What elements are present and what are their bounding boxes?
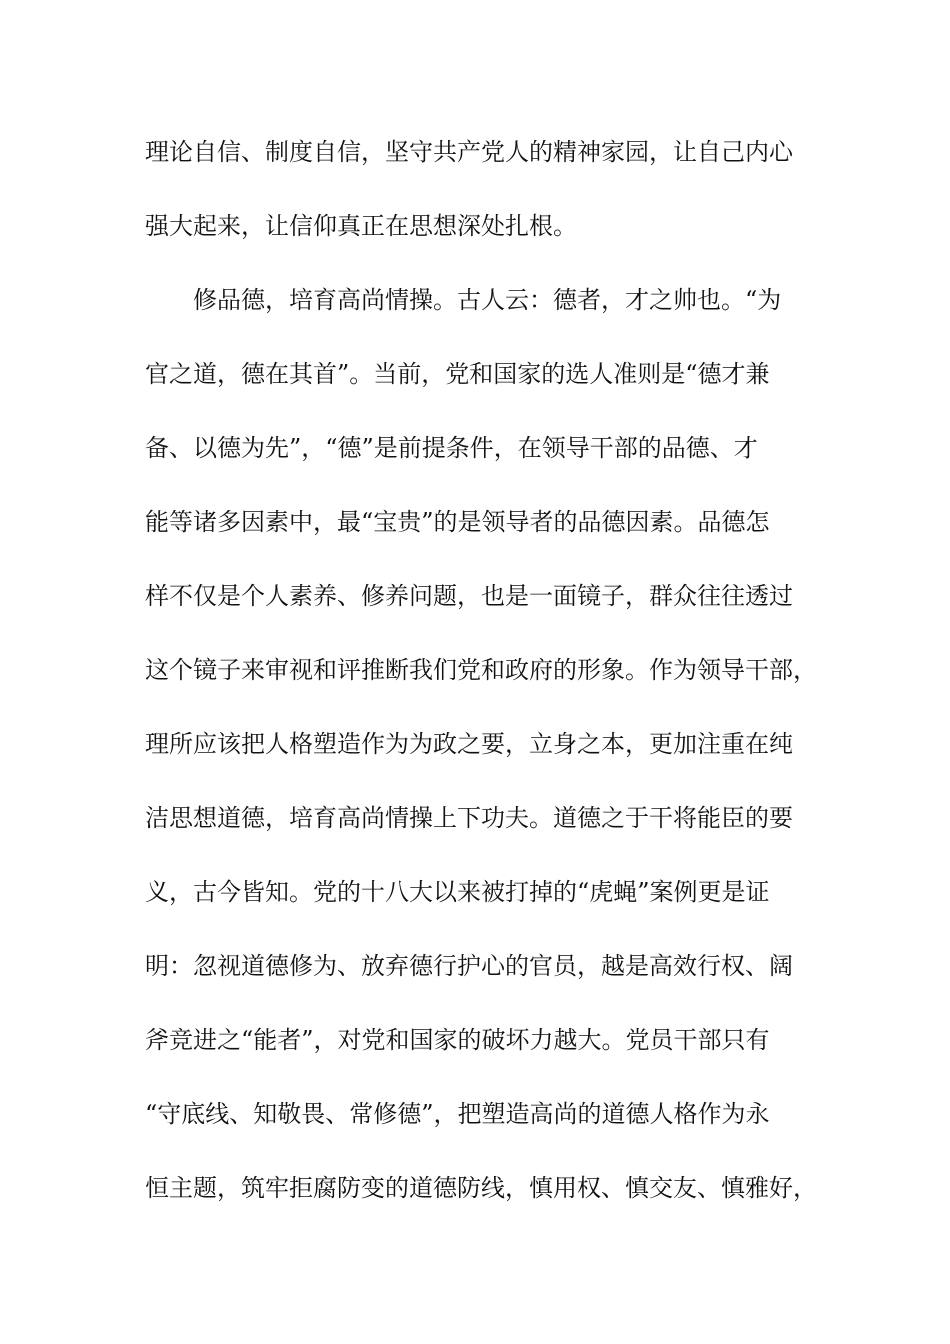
- text-line: 备、以德为先”，“德”是前提条件，在领导干部的品德、才: [145, 434, 758, 462]
- text-line: 洁思想道德，培育高尚情操上下功夫。道德之于干将能臣的要: [145, 804, 793, 832]
- text-line: “守底线、知敬畏、常修德”，把塑造高尚的道德人格作为永: [145, 1100, 770, 1128]
- text-line: 义，古今皆知。党的十八大以来被打掉的“虎蝇”案例更是证: [145, 878, 770, 906]
- text-line: 理论自信、制度自信，坚守共产党人的精神家园，让自己内心: [145, 138, 793, 166]
- text-line: 斧竞进之“能者”，对党和国家的破坏力越大。党员干部只有: [145, 1026, 770, 1054]
- text-line: 明：忽视道德修为、放弃德行护心的官员，越是高效行权、阔: [145, 952, 793, 980]
- text-line: 修品德，培育高尚情操。古人云：德者，才之帅也。“为: [145, 286, 782, 314]
- text-line: 强大起来，让信仰真正在思想深处扎根。: [145, 212, 577, 240]
- text-line: 能等诸多因素中，最“宝贵”的是领导者的品德因素。品德怎: [145, 508, 770, 536]
- text-line: 这个镜子来审视和评推断我们党和政府的形象。作为领导干部，: [145, 656, 817, 684]
- text-line: 官之道，德在其首”。当前，党和国家的选人准则是“德才兼: [145, 360, 770, 388]
- body-text: [145, 128, 825, 1238]
- text-line: 样不仅是个人素养、修养问题，也是一面镜子，群众往往透过: [145, 582, 793, 610]
- text-line: 恒主题，筑牢拒腐防变的道德防线，慎用权、慎交友、慎雅好，: [145, 1174, 817, 1202]
- text-line: 理所应该把人格塑造作为为政之要，立身之本，更加注重在纯: [145, 730, 793, 758]
